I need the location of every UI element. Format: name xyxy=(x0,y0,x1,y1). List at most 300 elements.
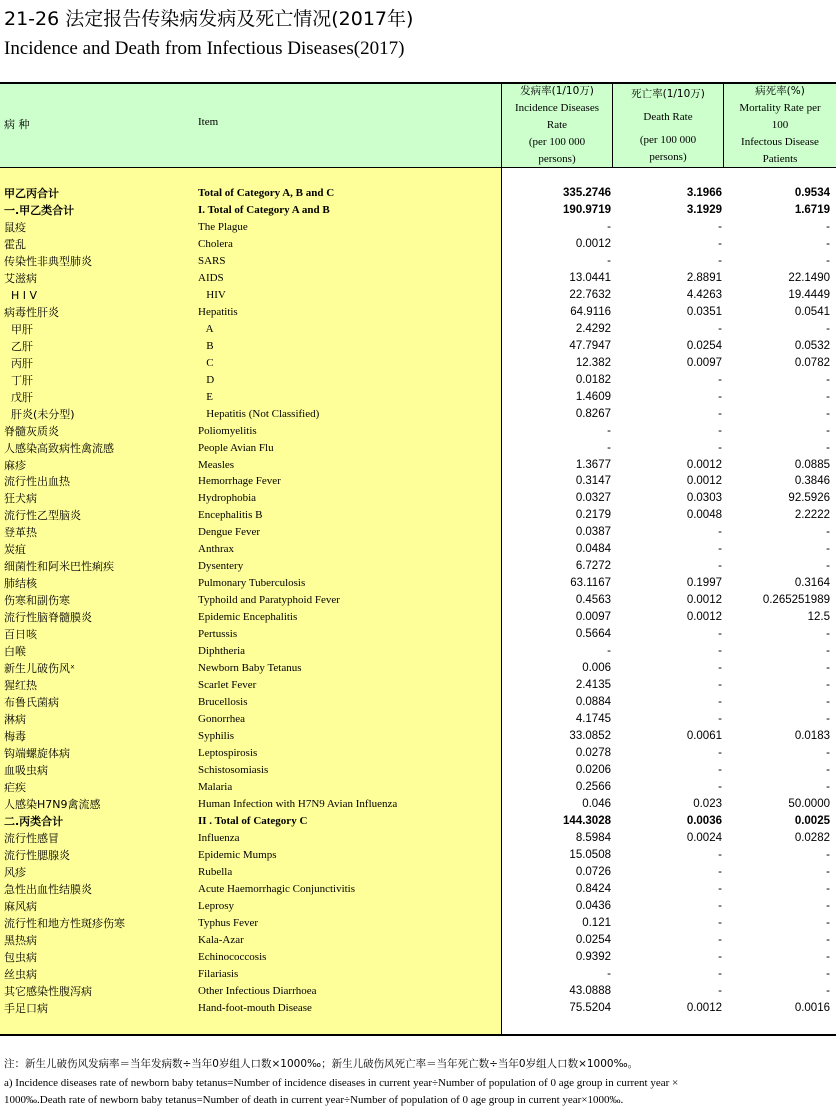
incidence-rate-value: 0.8424 xyxy=(575,882,611,895)
death-rate-value: 3.1966 xyxy=(686,187,722,199)
incidence-rate-value: 63.1167 xyxy=(570,577,611,590)
disease-name-en: Pertussis xyxy=(198,628,238,641)
disease-name-en: Syphilis xyxy=(198,730,235,742)
header-mortality-line: Mortality Rate per xyxy=(739,102,821,114)
incidence-rate-value: 0.121 xyxy=(582,916,611,929)
death-rate-value: - xyxy=(718,543,722,556)
mortality-rate-value: 0.0782 xyxy=(794,356,830,369)
table-row xyxy=(0,423,836,440)
table-row xyxy=(0,270,836,287)
table-row xyxy=(0,558,836,575)
mortality-rate-value: 19.4449 xyxy=(788,288,830,301)
incidence-rate-value: 0.3147 xyxy=(575,475,611,488)
disease-name-en: Cholera xyxy=(198,237,233,250)
incidence-rate-value: 0.006 xyxy=(582,662,611,675)
disease-name-cn: 丁肝 xyxy=(4,373,33,387)
disease-name-en: Hemorrhage Fever xyxy=(198,475,281,488)
disease-name-en: Diphtheria xyxy=(198,645,246,658)
mortality-rate-value: - xyxy=(826,407,830,420)
death-rate-value: - xyxy=(718,390,722,403)
mortality-rate-value: - xyxy=(826,967,830,980)
death-rate-value: - xyxy=(718,967,722,980)
disease-name-en: Poliomyelitis xyxy=(198,424,257,437)
mortality-rate-value: 0.0282 xyxy=(794,831,830,844)
mortality-rate-value: 0.3846 xyxy=(794,475,830,488)
death-rate-value: - xyxy=(718,899,722,912)
table-row xyxy=(0,287,836,304)
disease-name-cn: 急性出血性结膜炎 xyxy=(4,882,92,896)
death-rate-value: - xyxy=(718,628,722,641)
mortality-rate-value: 0.0016 xyxy=(794,1001,830,1014)
disease-name-en: Typhus Fever xyxy=(198,916,259,929)
table-row xyxy=(0,473,836,490)
death-rate-value: 0.0303 xyxy=(686,492,722,505)
disease-name-en: AIDS xyxy=(198,271,224,284)
disease-name-en: II . Total of Category C xyxy=(198,814,308,827)
table-row xyxy=(0,406,836,423)
disease-name-cn: 伤寒和副伤寒 xyxy=(4,594,70,608)
death-rate-value: 0.1997 xyxy=(686,577,722,590)
table-row xyxy=(0,796,836,813)
disease-name-cn: 病毒性肝炎 xyxy=(4,305,59,319)
disease-name-en: Hepatitis xyxy=(198,305,238,318)
disease-name-en: Human Infection with H7N9 Avian Influenza xyxy=(198,797,398,810)
mortality-rate-value: 92.5926 xyxy=(788,492,830,505)
incidence-rate-value: 0.0436 xyxy=(575,899,611,912)
note-en-line1: a) Incidence diseases rate of newborn baby tetanus=Number of incidence diseases in current year÷Number of population of 0 age group in current year × xyxy=(4,1077,679,1089)
death-rate-value: - xyxy=(718,865,722,878)
table-row xyxy=(0,626,836,643)
disease-name-cn: 新生儿破伤风ˣ xyxy=(4,662,75,676)
disease-name-cn: 肺结核 xyxy=(4,577,37,591)
mortality-rate-value: 0.0885 xyxy=(794,458,830,471)
table-row xyxy=(0,236,836,253)
disease-name-en: SARS xyxy=(198,254,226,267)
disease-name-cn: 淋病 xyxy=(4,713,26,727)
death-rate-value: 0.0012 xyxy=(686,611,722,624)
disease-name-en: Gonorrhea xyxy=(198,713,246,726)
table-row xyxy=(0,338,836,355)
death-rate-value: - xyxy=(718,526,722,539)
table-row xyxy=(0,660,836,677)
table-row xyxy=(0,524,836,541)
incidence-rate-value: 2.4135 xyxy=(575,679,611,692)
mortality-rate-value: - xyxy=(826,662,830,675)
disease-name-en: People Avian Flu xyxy=(198,441,274,454)
disease-name-cn: 钩端螺旋体病 xyxy=(4,746,70,760)
incidence-rate-value: 0.0726 xyxy=(575,865,611,878)
death-rate-value: 0.0254 xyxy=(686,339,722,352)
disease-name-cn: 百日咳 xyxy=(4,628,37,642)
incidence-rate-value: 15.0508 xyxy=(569,848,611,861)
death-rate-value: - xyxy=(718,848,722,861)
disease-name-en: Epidemic Encephalitis xyxy=(198,611,298,624)
header-item: Item xyxy=(198,116,219,128)
mortality-rate-value: 1.6719 xyxy=(794,203,830,216)
disease-name-cn: 手足口病 xyxy=(4,1001,48,1015)
disease-name-cn: 丙肝 xyxy=(4,356,33,370)
incidence-rate-value: 0.0182 xyxy=(575,373,611,386)
incidence-rate-value: 0.9392 xyxy=(575,950,611,963)
disease-name-en: Encephalitis B xyxy=(198,509,263,522)
disease-name-en: Schistosomiasis xyxy=(198,763,269,776)
mortality-rate-value: - xyxy=(826,780,830,793)
disease-name-cn: 猩红热 xyxy=(4,679,37,693)
header-death-cn: 死亡率(1/10万) xyxy=(631,87,705,100)
note-cn: 注：新生儿破伤风发病率＝当年发病数÷当年0岁组人口数×1000‰；新生儿破伤风死亡率＝当年死亡数÷当年0岁组人口数×1000‰。 xyxy=(4,1058,639,1070)
death-rate-value: 0.0351 xyxy=(686,305,722,318)
table-row xyxy=(0,253,836,270)
disease-name-en: Leprosy xyxy=(198,899,235,912)
disease-name-cn: 登革热 xyxy=(4,526,37,540)
header-mortality-line: Infectous Disease xyxy=(741,136,819,148)
mortality-rate-value: 50.0000 xyxy=(788,797,830,810)
mortality-rate-value: 12.5 xyxy=(807,611,830,624)
table-row xyxy=(0,389,836,406)
incidence-rate-value: 13.0441 xyxy=(569,271,611,284)
disease-name-cn: 甲肝 xyxy=(4,322,33,336)
disease-name-cn: 风疹 xyxy=(4,865,26,879)
disease-name-en: E xyxy=(198,390,213,403)
disease-name-cn: 脊髓灰质炎 xyxy=(4,424,59,438)
table-row xyxy=(0,949,836,966)
death-rate-value: - xyxy=(718,373,722,386)
header-mortality-rate xyxy=(724,84,836,167)
mortality-rate-value: - xyxy=(826,696,830,709)
death-rate-value: 0.0097 xyxy=(686,356,722,369)
disease-name-cn: 流行性乙型脑炎 xyxy=(4,509,81,523)
incidence-rate-value: 0.0884 xyxy=(575,696,611,709)
death-rate-value: - xyxy=(718,916,722,929)
death-rate-value: 0.023 xyxy=(693,797,722,810)
incidence-rate-value: 2.4292 xyxy=(575,322,611,335)
disease-name-en: Typhoild and Paratyphoid Fever xyxy=(198,594,340,607)
disease-name-en: HIV xyxy=(198,288,226,301)
disease-name-en: Scarlet Fever xyxy=(198,679,257,692)
table-row xyxy=(0,711,836,728)
disease-name-en: Leptospirosis xyxy=(198,746,258,759)
disease-name-cn: 鼠疫 xyxy=(4,220,26,234)
disease-name-en: The Plague xyxy=(198,220,248,233)
disease-name-cn: 血吸虫病 xyxy=(4,763,48,777)
mortality-rate-value: - xyxy=(826,237,830,250)
mortality-rate-value: - xyxy=(826,390,830,403)
death-rate-value: 0.0024 xyxy=(686,831,722,844)
disease-name-cn: 布鲁氏菌病 xyxy=(4,696,59,710)
disease-name-cn: 流行性脑脊髓膜炎 xyxy=(4,611,92,625)
mortality-rate-value: - xyxy=(826,679,830,692)
disease-name-cn: 炭疽 xyxy=(4,543,26,557)
disease-name-cn: 甲乙丙合计 xyxy=(4,187,59,200)
mortality-rate-value: - xyxy=(826,373,830,386)
mortality-rate-value: - xyxy=(826,322,830,335)
mortality-rate-value: - xyxy=(826,848,830,861)
page-title-cn: 21-26 法定报告传染病发病及死亡情况(2017年) xyxy=(4,8,414,30)
disease-name-cn: 流行性感冒 xyxy=(4,831,59,845)
death-rate-value: 3.1929 xyxy=(686,203,722,216)
disease-name-en: Influenza xyxy=(198,831,240,844)
mortality-rate-value: - xyxy=(826,628,830,641)
table-row xyxy=(0,202,836,219)
death-rate-value: 0.0012 xyxy=(686,594,722,607)
mortality-rate-value: - xyxy=(826,424,830,437)
table-row xyxy=(0,185,836,202)
table-bottom-rule xyxy=(0,1034,836,1036)
incidence-rate-value: 0.046 xyxy=(582,797,611,810)
disease-name-en: Epidemic Mumps xyxy=(198,848,277,861)
disease-name-cn: 麻风病 xyxy=(4,899,37,913)
incidence-rate-value: 1.3677 xyxy=(575,458,611,471)
death-rate-value: - xyxy=(718,713,722,726)
mortality-rate-value: 2.2222 xyxy=(794,509,830,522)
mortality-rate-value: - xyxy=(826,984,830,997)
mortality-rate-value: - xyxy=(826,746,830,759)
mortality-rate-value: 0.0025 xyxy=(794,814,830,827)
incidence-rate-value: 12.382 xyxy=(575,356,611,369)
page-title-en: Incidence and Death from Infectious Diseases(2017) xyxy=(4,38,405,59)
disease-name-en: C xyxy=(198,356,214,369)
death-rate-value: - xyxy=(718,696,722,709)
header-death-line: persons) xyxy=(649,150,687,163)
disease-name-cn: 流行性和地方性斑疹伤寒 xyxy=(4,916,125,930)
table-row xyxy=(0,983,836,1000)
incidence-rate-value: 0.0097 xyxy=(575,611,611,624)
header-mortality-line: 100 xyxy=(771,119,789,131)
death-rate-value: - xyxy=(718,984,722,997)
table-row xyxy=(0,355,836,372)
disease-name-en: Brucellosis xyxy=(198,696,248,709)
table-row xyxy=(0,762,836,779)
incidence-rate-value: 0.0484 xyxy=(575,543,611,556)
death-rate-value: - xyxy=(718,645,722,658)
disease-name-en: Hepatitis (Not Classified) xyxy=(198,407,320,420)
incidence-rate-value: 1.4609 xyxy=(575,390,611,403)
disease-name-cn: 传染性非典型肺炎 xyxy=(4,254,92,268)
death-rate-value: - xyxy=(718,882,722,895)
incidence-rate-value: - xyxy=(607,967,611,980)
disease-name-en: Hydrophobia xyxy=(198,492,257,505)
table-row xyxy=(0,372,836,389)
table-row xyxy=(0,541,836,558)
death-rate-value: - xyxy=(718,780,722,793)
disease-name-cn: 梅毒 xyxy=(4,730,26,743)
incidence-rate-value: 8.5984 xyxy=(575,831,611,844)
disease-name-en: Other Infectious Diarrhoea xyxy=(198,984,317,997)
mortality-rate-value: - xyxy=(826,220,830,233)
disease-name-cn: 白喉 xyxy=(4,645,26,659)
table-row xyxy=(0,966,836,983)
incidence-rate-value: 64.9116 xyxy=(570,305,611,318)
mortality-rate-value: - xyxy=(826,645,830,658)
death-rate-value: 0.0061 xyxy=(686,730,722,742)
death-rate-value: 0.0012 xyxy=(686,1001,722,1014)
death-rate-value: - xyxy=(718,560,722,573)
disease-name-cn: 霍乱 xyxy=(4,237,26,251)
table-row xyxy=(0,490,836,507)
table-row xyxy=(0,898,836,915)
mortality-rate-value: - xyxy=(826,713,830,726)
mortality-rate-value: 0.0183 xyxy=(794,730,830,742)
disease-name-en: Dysentery xyxy=(198,560,244,573)
incidence-rate-value: 0.0327 xyxy=(575,492,611,505)
incidence-rate-value: 75.5204 xyxy=(569,1001,611,1014)
incidence-rate-value: - xyxy=(607,645,611,658)
table-row xyxy=(0,915,836,932)
disease-name-cn: 其它感染性腹泻病 xyxy=(4,984,92,998)
death-rate-value: 0.0048 xyxy=(686,509,722,522)
death-rate-value: - xyxy=(718,441,722,454)
disease-name-en: Acute Haemorrhagic Conjunctivitis xyxy=(198,882,356,895)
death-rate-value: - xyxy=(718,237,722,250)
death-rate-value: 0.0012 xyxy=(686,475,722,488)
header-bottom-rule xyxy=(0,167,836,168)
incidence-rate-value: 6.7272 xyxy=(575,560,611,573)
incidence-rate-value: 0.2179 xyxy=(575,509,611,522)
incidence-rate-value: 22.7632 xyxy=(569,288,611,301)
header-mortality-line: Patients xyxy=(762,153,798,165)
disease-name-cn: 细菌性和阿米巴性痢疾 xyxy=(4,560,114,574)
disease-name-cn: 麻疹 xyxy=(4,458,26,472)
death-rate-value: - xyxy=(718,950,722,963)
mortality-rate-value: 0.0541 xyxy=(794,305,830,318)
incidence-rate-value: 0.0254 xyxy=(575,933,611,946)
mortality-rate-value: - xyxy=(826,543,830,556)
table-row xyxy=(0,779,836,796)
death-rate-value: - xyxy=(718,662,722,675)
header-name: 病 种 xyxy=(4,118,30,131)
death-rate-value: - xyxy=(718,424,722,437)
incidence-rate-value: - xyxy=(607,441,611,454)
disease-name-cn: 流行性出血热 xyxy=(4,475,70,489)
table-row xyxy=(0,813,836,830)
disease-name-cn: 黑热病 xyxy=(4,933,37,947)
table-row xyxy=(0,219,836,236)
mortality-rate-value: - xyxy=(826,865,830,878)
mortality-rate-value: - xyxy=(826,441,830,454)
table-row xyxy=(0,677,836,694)
incidence-rate-value: 0.0387 xyxy=(575,526,611,539)
table-row xyxy=(0,592,836,609)
disease-name-en: Measles xyxy=(198,458,235,471)
disease-name-en: Filariasis xyxy=(198,967,239,980)
disease-name-en: Total of Category A, B and C xyxy=(198,187,335,199)
disease-name-en: D xyxy=(198,373,215,386)
header-incidence-line: persons) xyxy=(538,153,576,165)
table-row xyxy=(0,507,836,524)
mortality-rate-value: 0.9534 xyxy=(794,187,830,199)
incidence-rate-value: - xyxy=(607,220,611,233)
table-row xyxy=(0,609,836,626)
table-row xyxy=(0,643,836,660)
disease-name-cn: 戊肝 xyxy=(4,390,33,404)
death-rate-value: - xyxy=(718,679,722,692)
header-death-line: Death Rate xyxy=(643,110,693,123)
incidence-rate-value: 335.2746 xyxy=(563,187,611,199)
death-rate-value: - xyxy=(718,407,722,420)
table-row xyxy=(0,847,836,864)
disease-name-cn: 狂犬病 xyxy=(4,492,37,506)
mortality-rate-value: - xyxy=(826,882,830,895)
table-row xyxy=(0,1000,836,1017)
disease-name-cn: H I V xyxy=(4,288,38,302)
disease-name-en: Malaria xyxy=(198,780,233,793)
disease-name-cn: 肝炎(未分型) xyxy=(4,407,75,421)
mortality-rate-value: - xyxy=(826,254,830,267)
table-row xyxy=(0,694,836,711)
disease-name-en: Anthrax xyxy=(198,543,235,556)
table-row xyxy=(0,932,836,949)
incidence-rate-value: 0.8267 xyxy=(575,407,611,420)
incidence-rate-value: 0.0012 xyxy=(575,237,611,250)
incidence-rate-value: 0.0206 xyxy=(575,763,611,776)
table-row xyxy=(0,440,836,457)
disease-name-cn: 包虫病 xyxy=(4,950,37,964)
table-row xyxy=(0,864,836,881)
disease-name-en: Rubella xyxy=(198,865,233,878)
death-rate-value: - xyxy=(718,254,722,267)
death-rate-value: - xyxy=(718,322,722,335)
header-incidence-cn: 发病率(1/10万) xyxy=(520,85,594,97)
disease-name-en: Echinococcosis xyxy=(198,950,267,963)
disease-name-en: I. Total of Category A and B xyxy=(198,203,330,216)
incidence-rate-value: - xyxy=(607,254,611,267)
mortality-rate-value: 0.265251989 xyxy=(762,594,830,607)
disease-name-cn: 流行性腮腺炎 xyxy=(4,848,70,862)
table-row xyxy=(0,457,836,474)
header-incidence-line: Rate xyxy=(546,119,568,131)
disease-name-cn: 乙肝 xyxy=(4,339,33,353)
table-row xyxy=(0,830,836,847)
death-rate-value: 4.4263 xyxy=(686,288,722,301)
incidence-rate-value: 33.0852 xyxy=(569,730,611,742)
disease-name-cn: 丝虫病 xyxy=(4,967,37,981)
disease-name-en: Kala-Azar xyxy=(198,933,244,946)
death-rate-value: - xyxy=(718,933,722,946)
disease-name-en: Pulmonary Tuberculosis xyxy=(198,577,306,590)
mortality-rate-value: - xyxy=(826,763,830,776)
death-rate-value: - xyxy=(718,746,722,759)
incidence-rate-value: 0.5664 xyxy=(575,628,611,641)
mortality-rate-value: - xyxy=(826,560,830,573)
incidence-rate-value: 190.9719 xyxy=(563,203,611,216)
disease-name-cn: 艾滋病 xyxy=(4,271,37,285)
table-row xyxy=(0,321,836,338)
death-rate-value: 2.8891 xyxy=(686,271,722,284)
incidence-rate-value: 0.0278 xyxy=(575,746,611,759)
death-rate-value: 0.0036 xyxy=(686,814,722,827)
header-incidence-rate xyxy=(502,84,612,167)
disease-name-en: A xyxy=(198,322,214,335)
disease-name-cn: 人感染H7N9禽流感 xyxy=(4,797,101,811)
mortality-rate-value: - xyxy=(826,899,830,912)
table-row xyxy=(0,575,836,592)
header-incidence-line: (per 100 000 xyxy=(528,136,586,148)
disease-name-en: Dengue Fever xyxy=(198,526,261,539)
incidence-rate-value: 4.1745 xyxy=(575,713,611,726)
incidence-rate-value: 144.3028 xyxy=(563,814,611,827)
table-row xyxy=(0,745,836,762)
mortality-rate-value: 0.0532 xyxy=(794,339,830,352)
table-row xyxy=(0,728,836,745)
incidence-rate-value: 0.2566 xyxy=(575,780,611,793)
disease-name-cn: 人感染高致病性禽流感 xyxy=(4,441,114,455)
header-death-line: (per 100 000 xyxy=(639,133,697,146)
death-rate-value: 0.0012 xyxy=(686,458,722,471)
mortality-rate-value: 0.3164 xyxy=(794,577,830,590)
disease-name-cn: 二.丙类合计 xyxy=(4,814,64,828)
table-row xyxy=(0,881,836,898)
disease-name-cn: 一.甲乙类合计 xyxy=(4,203,75,217)
